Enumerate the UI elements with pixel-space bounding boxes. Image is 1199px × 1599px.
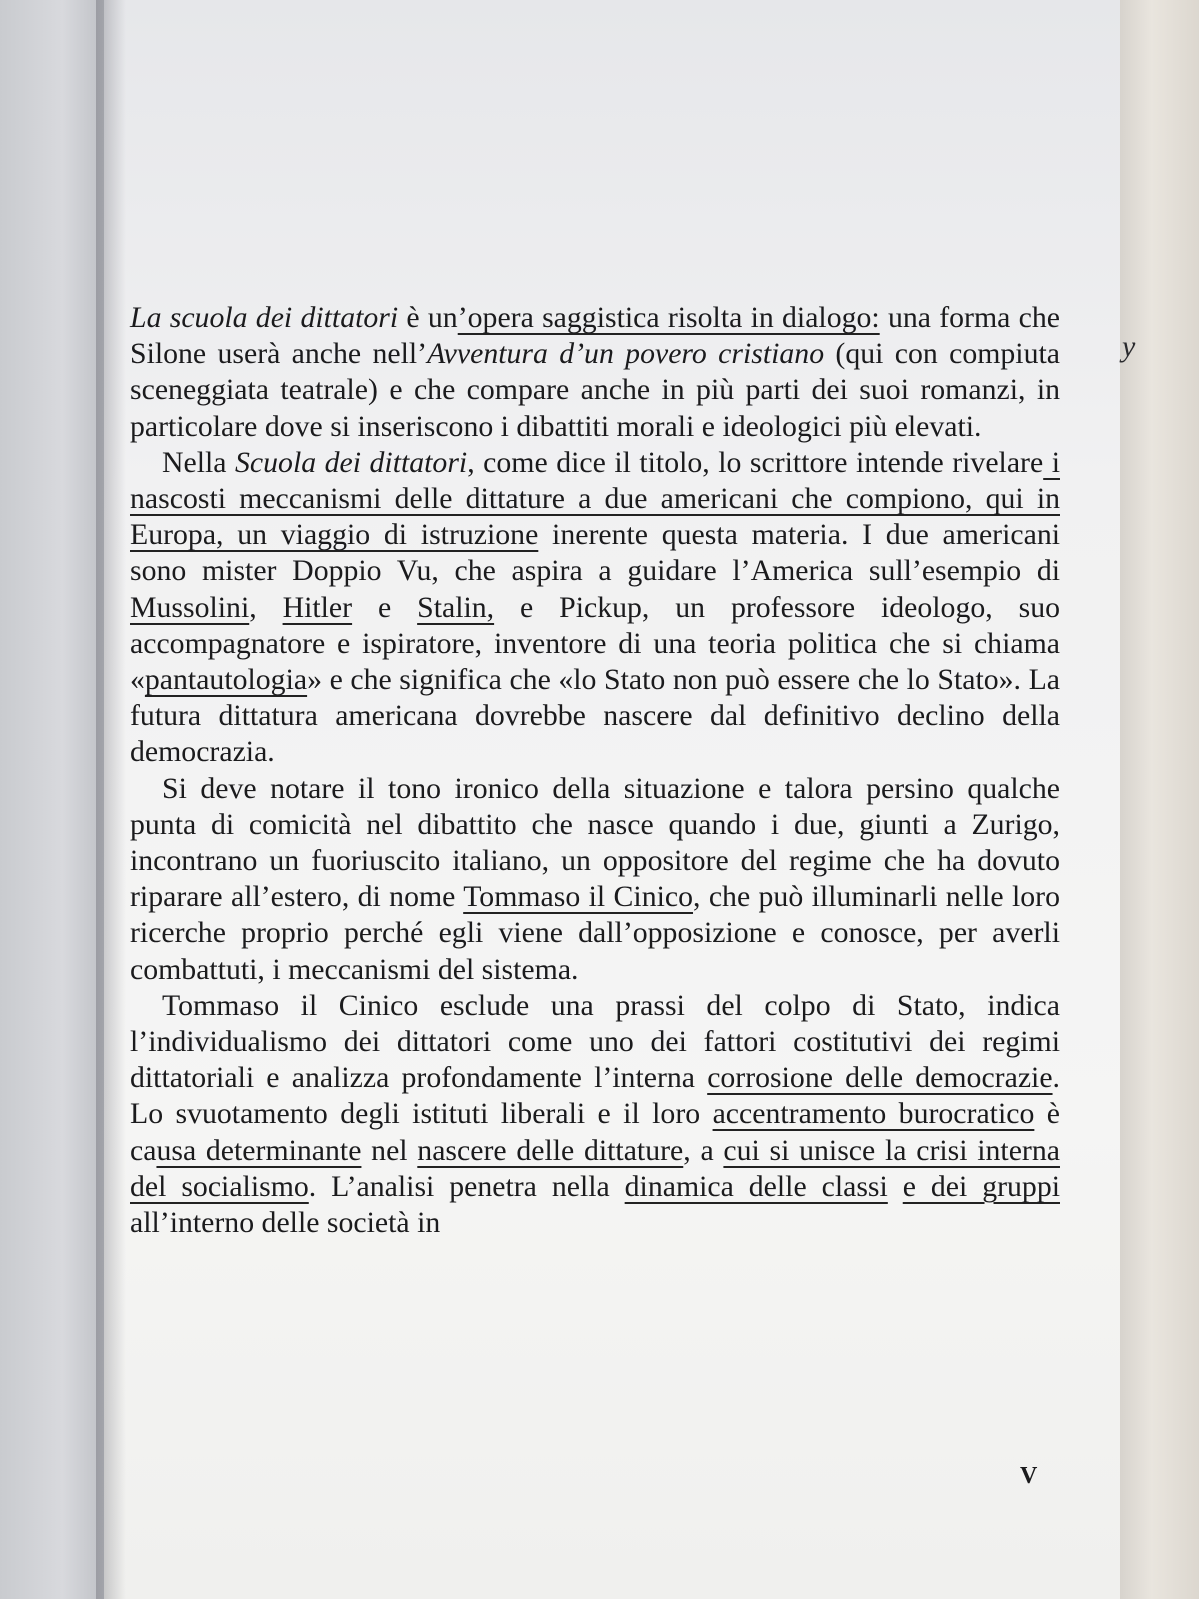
adjacent-page-edge [0,0,104,1599]
text-segment: Si deve notare il tono ironico della situazione e talora persino qualche punta di comicità nel dibattito che nasce quando i due, giunti a Zurigo, incontrano un fuoriuscito italiano, un oppositore del regime che ha dovuto riparare all’estero, di nome [130,771,1060,914]
paragraph-1 [130,300,1060,445]
italic-title: Scuola dei dittatori [235,445,468,479]
underlined-text: nascere delle dittature [417,1133,684,1167]
text-segment: è un [398,301,458,334]
text-segment [888,1170,903,1203]
body-text [130,300,1060,1241]
text-segment: e Pickup, un professore ideologo, suo accompagnatore e ispiratore, inventore di una teoria politica che si chiama « [130,590,1060,697]
text-segment: , a [683,1133,724,1167]
bleed-through-texture [130,0,1050,34]
text-segment: nel [361,1133,418,1167]
paragraph-3 [130,771,1060,988]
italic-title: La scuola dei dittatori [130,301,399,334]
underlined-text: Tommaso il Cinico [463,880,694,914]
underlined-text: Hitler [282,590,353,624]
underlined-text: cui si unisce la crisi interna del socialismo [130,1133,1060,1203]
text-segment: , come dice il titolo, lo scrittore intende rivelare [467,445,1044,479]
table-surface [1120,0,1199,1599]
underlined-text: i nascosti meccanismi delle dittature a due americani che compiono, qui in Europa, un viaggio di istruzione [130,445,1060,552]
paragraph-4 [130,988,1060,1241]
text-segment: inerente questa materia. I due americani sono mister Doppio Vu, che aspira a guidare l’America sull’esempio di [130,518,1061,588]
text-segment: Tommaso il Cinico esclude una prassi del colpo di Stato, indica l’individualismo dei dittatori come uno dei fattori costitutivi dei regimi dittatoriali e analizza profondamente l’interna [130,988,1060,1095]
text-segment: è ca [130,1097,1060,1167]
text-segment: (qui con compiuta sceneggiata teatrale) e che compare anche in più parti dei suoi romanzi, in particolare dove si inseriscono i dibattiti morali e ideologici più elevati. [130,337,1060,443]
underlined-text: corrosione delle democrazie [707,1061,1053,1095]
underlined-text: ’opera saggistica risolta in dialogo: [457,301,880,334]
margin-pencil-mark: y [1122,330,1136,363]
underlined-text: e dei gruppi [902,1169,1060,1203]
text-segment: , [249,590,283,624]
page-number: V [1020,1463,1038,1489]
text-segment: all’interno delle società in [130,1206,441,1240]
underlined-text: usa determinante [156,1133,362,1167]
underlined-text: Mussolini [130,590,250,624]
underlined-text: Stalin, [417,590,495,624]
text-segment: una forma che Silone userà anche nell’ [130,301,1061,371]
text-segment: Nella [162,445,236,479]
italic-title: Avventura d’un povero cristiano [427,337,825,371]
text-segment: » e che significa che «lo Stato non può essere che lo Stato». La futura dittatura americana dovrebbe nascere dal definitivo declino della democrazia. [130,663,1060,769]
underlined-text: accentramento burocratico [712,1097,1035,1131]
paragraph-2 [130,445,1060,771]
underlined-text: pantautologia [144,663,308,697]
text-segment: . Lo svuotamento degli istituti liberali e il loro [130,1061,1060,1131]
gutter-shadow [96,0,126,1599]
underlined-text: dinamica delle classi [624,1169,888,1203]
text-segment: , che può illuminarli nelle loro ricerche proprio perché egli viene dall’opposizione e conosce, per averli combattuti, i meccanismi del sistema. [130,880,1060,986]
text-segment: e [352,590,418,624]
text-segment: . L’analisi penetra nella [308,1169,625,1203]
